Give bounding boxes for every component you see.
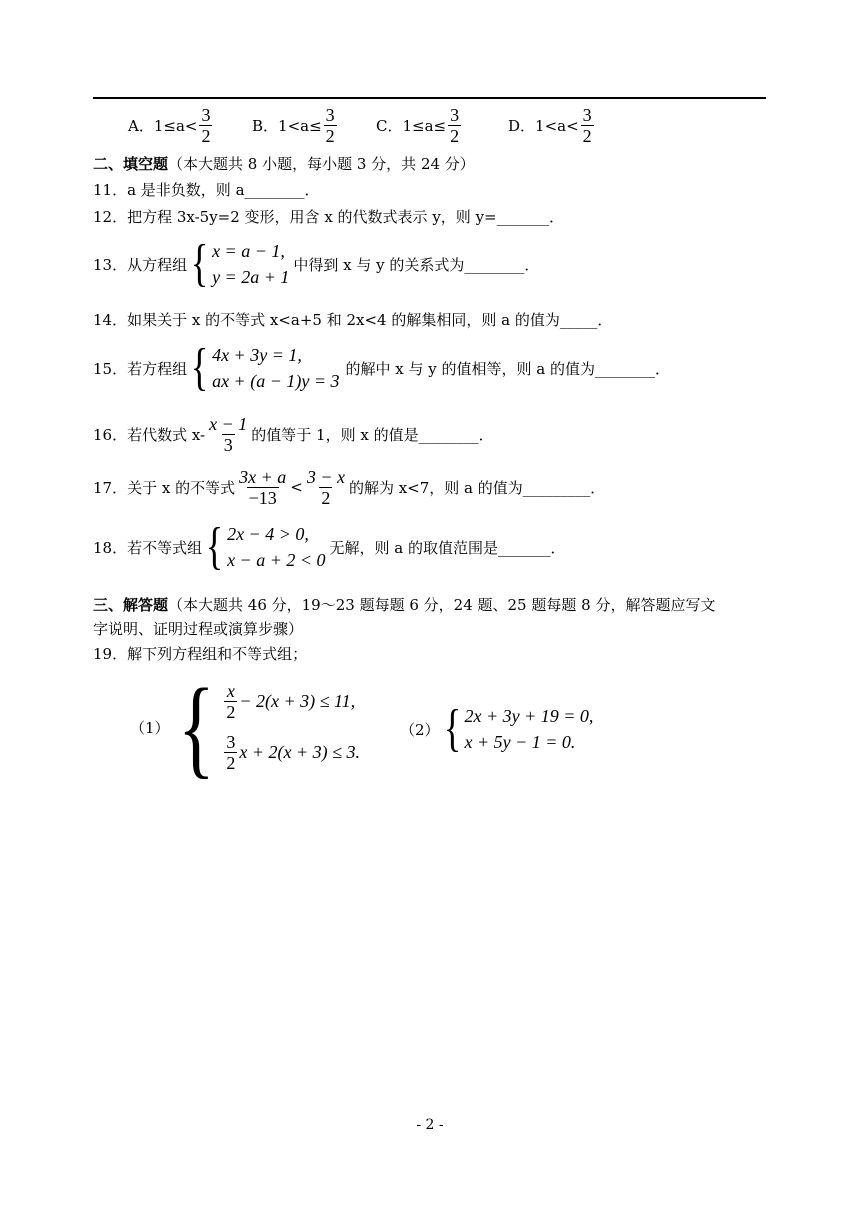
section-2-heading	[93, 154, 475, 174]
fraction-numerator: 3	[325, 104, 335, 125]
question-16-suffix: 的值等于 1，则 x 的值是________．	[251, 425, 494, 444]
question-16-prefix: 16．若代数式 x-	[93, 425, 206, 444]
question-19-part-1	[130, 666, 360, 788]
equation-line: y = 2a + 1	[212, 267, 290, 287]
fraction-denominator: 2	[582, 125, 592, 146]
fraction-numerator: 3	[450, 104, 460, 125]
question-15-suffix: 的解中 x 与 y 的值相等，则 a 的值为________．	[345, 359, 670, 378]
section-3-title: 三、解答题	[93, 596, 169, 614]
equation-line: 4x + 3y = 1,	[212, 345, 302, 365]
equation-system	[187, 235, 290, 292]
question-14: 14．如果关于 x 的不等式 x<a+5 和 2x<4 的解集相同，则 a 的值为_____．	[93, 311, 613, 329]
section-3-heading	[93, 595, 715, 615]
equation-system	[187, 339, 340, 396]
question-18	[93, 518, 565, 576]
question-17-suffix: 的解为 x<7，则 a 的值为_________．	[348, 478, 606, 497]
brace-icon: {	[190, 235, 209, 292]
question-19: 19．解下列方程组和不等式组；	[93, 645, 308, 663]
fraction-denominator: 2	[226, 702, 236, 722]
equation-line: x = a − 1,	[212, 241, 285, 261]
question-13	[93, 235, 539, 293]
question-18-suffix: 无解，则 a 的取值范围是_______．	[329, 538, 566, 557]
inequality-rest: x + 2(x + 3) ≤ 3.	[239, 742, 360, 762]
inequality-line	[222, 681, 360, 722]
fraction-numerator: x − 1	[209, 413, 248, 434]
inequality-line	[222, 732, 360, 773]
page-number: - 2 -	[416, 1117, 444, 1133]
fraction-numerator: 3x + a	[239, 466, 287, 487]
question-15	[93, 339, 670, 397]
fraction-numerator: 3	[226, 732, 236, 752]
question-19-part-2	[400, 700, 593, 758]
question-11: 11．a 是非负数，则 a________．	[93, 181, 320, 199]
brace-icon: {	[443, 700, 461, 757]
fraction-denominator: 2	[450, 125, 460, 146]
fraction	[224, 681, 237, 722]
question-16	[93, 410, 494, 458]
option-a	[128, 105, 214, 145]
brace-icon: {	[205, 518, 224, 575]
question-15-prefix: 15．若方程组	[93, 359, 188, 378]
fraction-right	[305, 467, 347, 508]
fraction	[207, 414, 249, 455]
option-c-fraction	[448, 105, 461, 146]
fraction	[224, 732, 237, 773]
inequality-system	[170, 666, 360, 788]
less-than-sign: <	[290, 478, 303, 496]
fraction-denominator: 2	[226, 753, 236, 773]
option-d	[508, 105, 596, 145]
fraction-left	[237, 467, 288, 508]
inequality-system	[202, 518, 326, 575]
question-17	[93, 463, 605, 511]
option-c	[376, 105, 463, 145]
equation-line: 2x + 3y + 19 = 0,	[464, 706, 594, 726]
option-d-label: D．1<a<	[508, 116, 579, 135]
fraction-denominator: 2	[325, 125, 335, 146]
brace-icon: {	[177, 666, 215, 788]
fraction-numerator: x	[226, 681, 235, 701]
part-2-label: （2）	[400, 720, 440, 739]
option-d-fraction	[581, 105, 594, 146]
equation-line: ax + (a − 1)y = 3	[212, 371, 340, 391]
option-c-label: C．1≤a≤	[376, 116, 447, 135]
fraction-denominator: −13	[248, 487, 277, 508]
section-3-desc: （本大题共 46 分，19～23 题每题 6 分，24 题、25 题每题 8 分，解答题应写文	[168, 596, 716, 614]
inequality-rest: − 2(x + 3) ≤ 11,	[239, 691, 356, 711]
fraction-denominator: 2	[321, 487, 331, 508]
fraction-denominator: 2	[201, 125, 211, 146]
question-18-prefix: 18．若不等式组	[93, 538, 203, 557]
inequality-line: 2x − 4 > 0,	[227, 524, 309, 544]
part-1-label: （1）	[130, 718, 170, 737]
question-13-suffix: 中得到 x 与 y 的关系式为________．	[293, 255, 540, 274]
inequality-line: x − a + 2 < 0	[227, 550, 326, 570]
section-2-title: 二、填空题	[93, 155, 169, 173]
option-a-label: A．1≤a<	[128, 116, 198, 135]
option-b-label: B．1<a≤	[252, 116, 322, 135]
fraction-denominator: 3	[223, 434, 233, 455]
equation-line: x + 5y − 1 = 0.	[464, 732, 576, 752]
fraction-numerator: 3	[582, 104, 592, 125]
section-3-desc-cont: 字说明、证明过程或演算步骤）	[93, 620, 304, 638]
fraction-numerator: 3	[201, 104, 211, 125]
equation-system	[440, 700, 594, 757]
question-13-prefix: 13．从方程组	[93, 255, 188, 274]
question-17-prefix: 17．关于 x 的不等式	[93, 478, 236, 497]
header-rule	[93, 97, 766, 99]
section-2-desc: （本大题共 8 小题，每小题 3 分，共 24 分）	[168, 155, 475, 173]
brace-icon: {	[190, 339, 209, 396]
option-b-fraction	[324, 105, 337, 146]
option-b	[252, 105, 339, 145]
fraction-numerator: 3 − x	[306, 466, 345, 487]
option-a-fraction	[199, 105, 212, 146]
question-12: 12．把方程 3x-5y=2 变形，用含 x 的代数式表示 y，则 y=_______．	[93, 208, 565, 226]
